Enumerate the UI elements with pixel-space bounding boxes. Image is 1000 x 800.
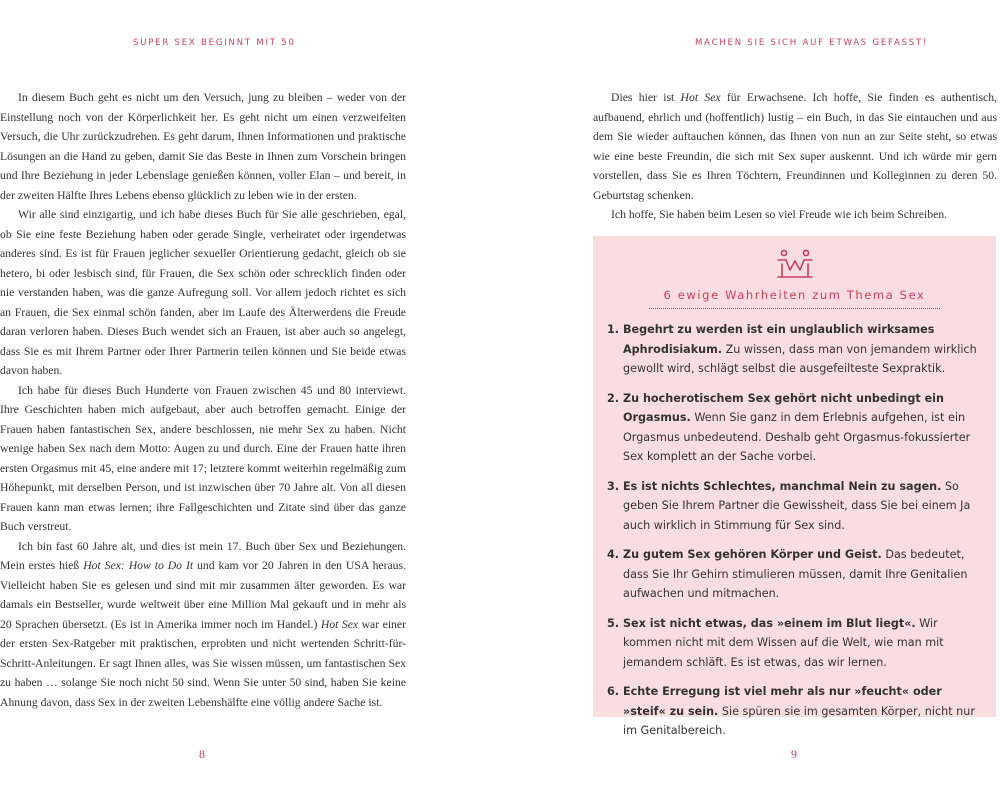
list-item: 6. Echte Erregung ist viel mehr als nur »feucht« oder »steif« zu sein. Sie spüren sie im gesamten Körper, nicht nur im Genitalbereich. — [607, 685, 975, 737]
paragraph: Ich hoffe, Sie haben beim Lesen so viel Freude wie ich beim Schreiben. — [611, 208, 948, 221]
paragraph: Wir alle sind einzigartig, und ich habe dieses Buch für Sie alle geschrieben, egal, ob Sie eine feste Beziehung haben oder gerade Single, verheiratet oder irgendetwas anderes sind. Es ist für Frauen jeglicher sexueller Orientierung gedacht, gleich ob sie hetero, bi oder lesbisch sind, für Frauen, die Sex schön oder schrecklich finden oder nie verstanden haben, was die ganze Aufregung soll. Vor allem jedoch richtet es sich an Frauen, die Sex einmal schön fanden, aber im Laufe des Älterwerdens die Freude daran verloren haben. Dieses Buch wendet sich an Frauen, ist aber auch so angelegt, dass Sie es mit Ihrem Partner oder Ihrer Partnerin teilen können und Sie beide etwas davon haben. — [0, 208, 406, 377]
couple-icon — [776, 248, 814, 280]
paragraph: In diesem Buch geht es nicht um den Versuch, jung zu bleiben – weder von der Einstellung noch von der Körperlichkeit her. Es geht nicht um einen verzweifelten Versuch, die Uhr zurückzudrehen. Es geht darum, Ihnen Informationen und praktische Lösungen an die Hand zu geben, damit Sie das Beste in Ihnen zum Vorschein bringen und Ihre Beziehung in jeder Lebenslage genießen können, voller Elan – und bereit, in der zweiten Hälfte Ihres Lebens ebenso glücklich zu leben wie in der ersten. — [0, 91, 406, 202]
page-number-left: 8 — [199, 747, 205, 761]
list-item: 1. Begehrt zu werden ist ein unglaublich wirksames Aphrodisiakum. Zu wissen, dass man von jemandem wirklich gewollt wird, schlägt selbst die ausgefeilteste Sexpraktik. — [607, 323, 977, 375]
box-divider — [649, 308, 940, 309]
list-item: 2. Zu hocherotischem Sex gehört nicht unbedingt ein Orgasmus. Wenn Sie ganz in dem Erlebnis aufgehen, ist ein Orgasmus unbedeutend. Deshalb geht Orgasmus-fokussierter Sex komplett an der Sache vorbei. — [607, 391, 971, 463]
left-body-text — [0, 88, 406, 712]
right-body-text — [593, 88, 997, 225]
book-title: Hot Sex: How to Do It — [83, 559, 194, 572]
book-title: Hot Sex — [680, 91, 721, 104]
running-head-left: SUPER SEX BEGINNT MIT 50 — [133, 38, 296, 48]
book-title: Hot Sex — [320, 617, 359, 631]
paragraph: Ich bin fast 60 Jahre alt, und dies ist mein 17. Buch über Sex und Beziehungen. Mein erstes hieß Hot Sex: How to Do It und kam vor 20 Jahren in den USA heraus. Vielleicht haben Sie es gelesen und sind mit mir zusammen älter geworden. Es war damals ein Bestseller, wurde weltweit über eine Million Mal gekauft und in mehr als 20 Sprachen übersetzt. (Es ist in Amerika immer noch im Handel.) Hot Sex war einer der ersten Sex-Ratgeber mit praktischen, erprobten und nicht wertenden Schritt-für-Schritt-Anleitungen. Er sagt Ihnen alles, was Sie wissen müssen, um fantastischen Sex zu haben … solange Sie noch nicht 50 sind. Wenn Sie unter 50 sind, haben Sie keine Ahnung davon, dass Sex in der zweiten Lebenshälfte eine völlig andere Sache ist. — [0, 539, 406, 709]
running-head-right: MACHEN SIE SICH AUF ETWAS GEFASST! — [695, 38, 929, 48]
list-item: 3. Es ist nichts Schlechtes, manchmal Nein zu sagen. So geben Sie Ihrem Partner die Gewissheit, dass Sie bei einem Ja auch wirklich in Stimmung für Sex sind. — [607, 479, 971, 532]
truths-list — [607, 320, 987, 751]
list-item: 4. Zu gutem Sex gehören Körper und Geist. Das bedeutet, dass Sie Ihr Gehirn stimulieren müssen, damit Ihre Genitalien aufwachen und mitmachen. — [607, 548, 968, 600]
truths-box — [593, 236, 996, 737]
list-item: 5. Sex ist nicht etwas, das »einem im Blut liegt«. Wir kommen nicht mit dem Wissen auf die Welt, wie man mit jemandem schläft. Es ist etwas, das wir lernen. — [607, 616, 944, 669]
right-page — [500, 0, 1000, 800]
box-title: 6 ewige Wahrheiten zum Thema Sex — [663, 288, 926, 302]
paragraph: Ich habe für dieses Buch Hunderte von Frauen zwischen 45 und 80 interviewt. Ihre Geschichten haben mich aufgebaut, aber auch betroffen gemacht. Einige der Frauen haben fantastischen Sex, andere beschlossen, nie mehr Sex zu haben. Nicht wenige haben Sex nach dem Motto: Augen zu und durch. Eine der Frauen hatte ihren ersten Orgasmus mit 45, eine andere mit 17; letztere kommt weiterhin regelmäßig zum Höhepunkt, mit derselben Person, und ist inzwischen über 70 Jahre alt. Von all diesen Frauen kann man etwas lernen; ihre Fallgeschichten und Zitate sind über das ganze Buch verstreut. — [0, 383, 406, 533]
paragraph: Dies hier ist Hot Sex für Erwachsene. Ich hoffe, Sie finden es authentisch, aufbauend, ehrlich und (hoffentlich) lustig – ein Buch, in das Sie eintauchen und aus dem Sie wieder auftauchen können, das Ihnen von nun an zur Seite steht, so etwas wie eine beste Freundin, die sich mit Sex super auskennt. Und ich würde mir gern vorstellen, dass Sie es Ihren Töchtern, Freundinnen und Kolleginnen zu deren 50. Geburtstag schenken. — [593, 91, 998, 202]
page-number-right: 9 — [791, 747, 797, 761]
